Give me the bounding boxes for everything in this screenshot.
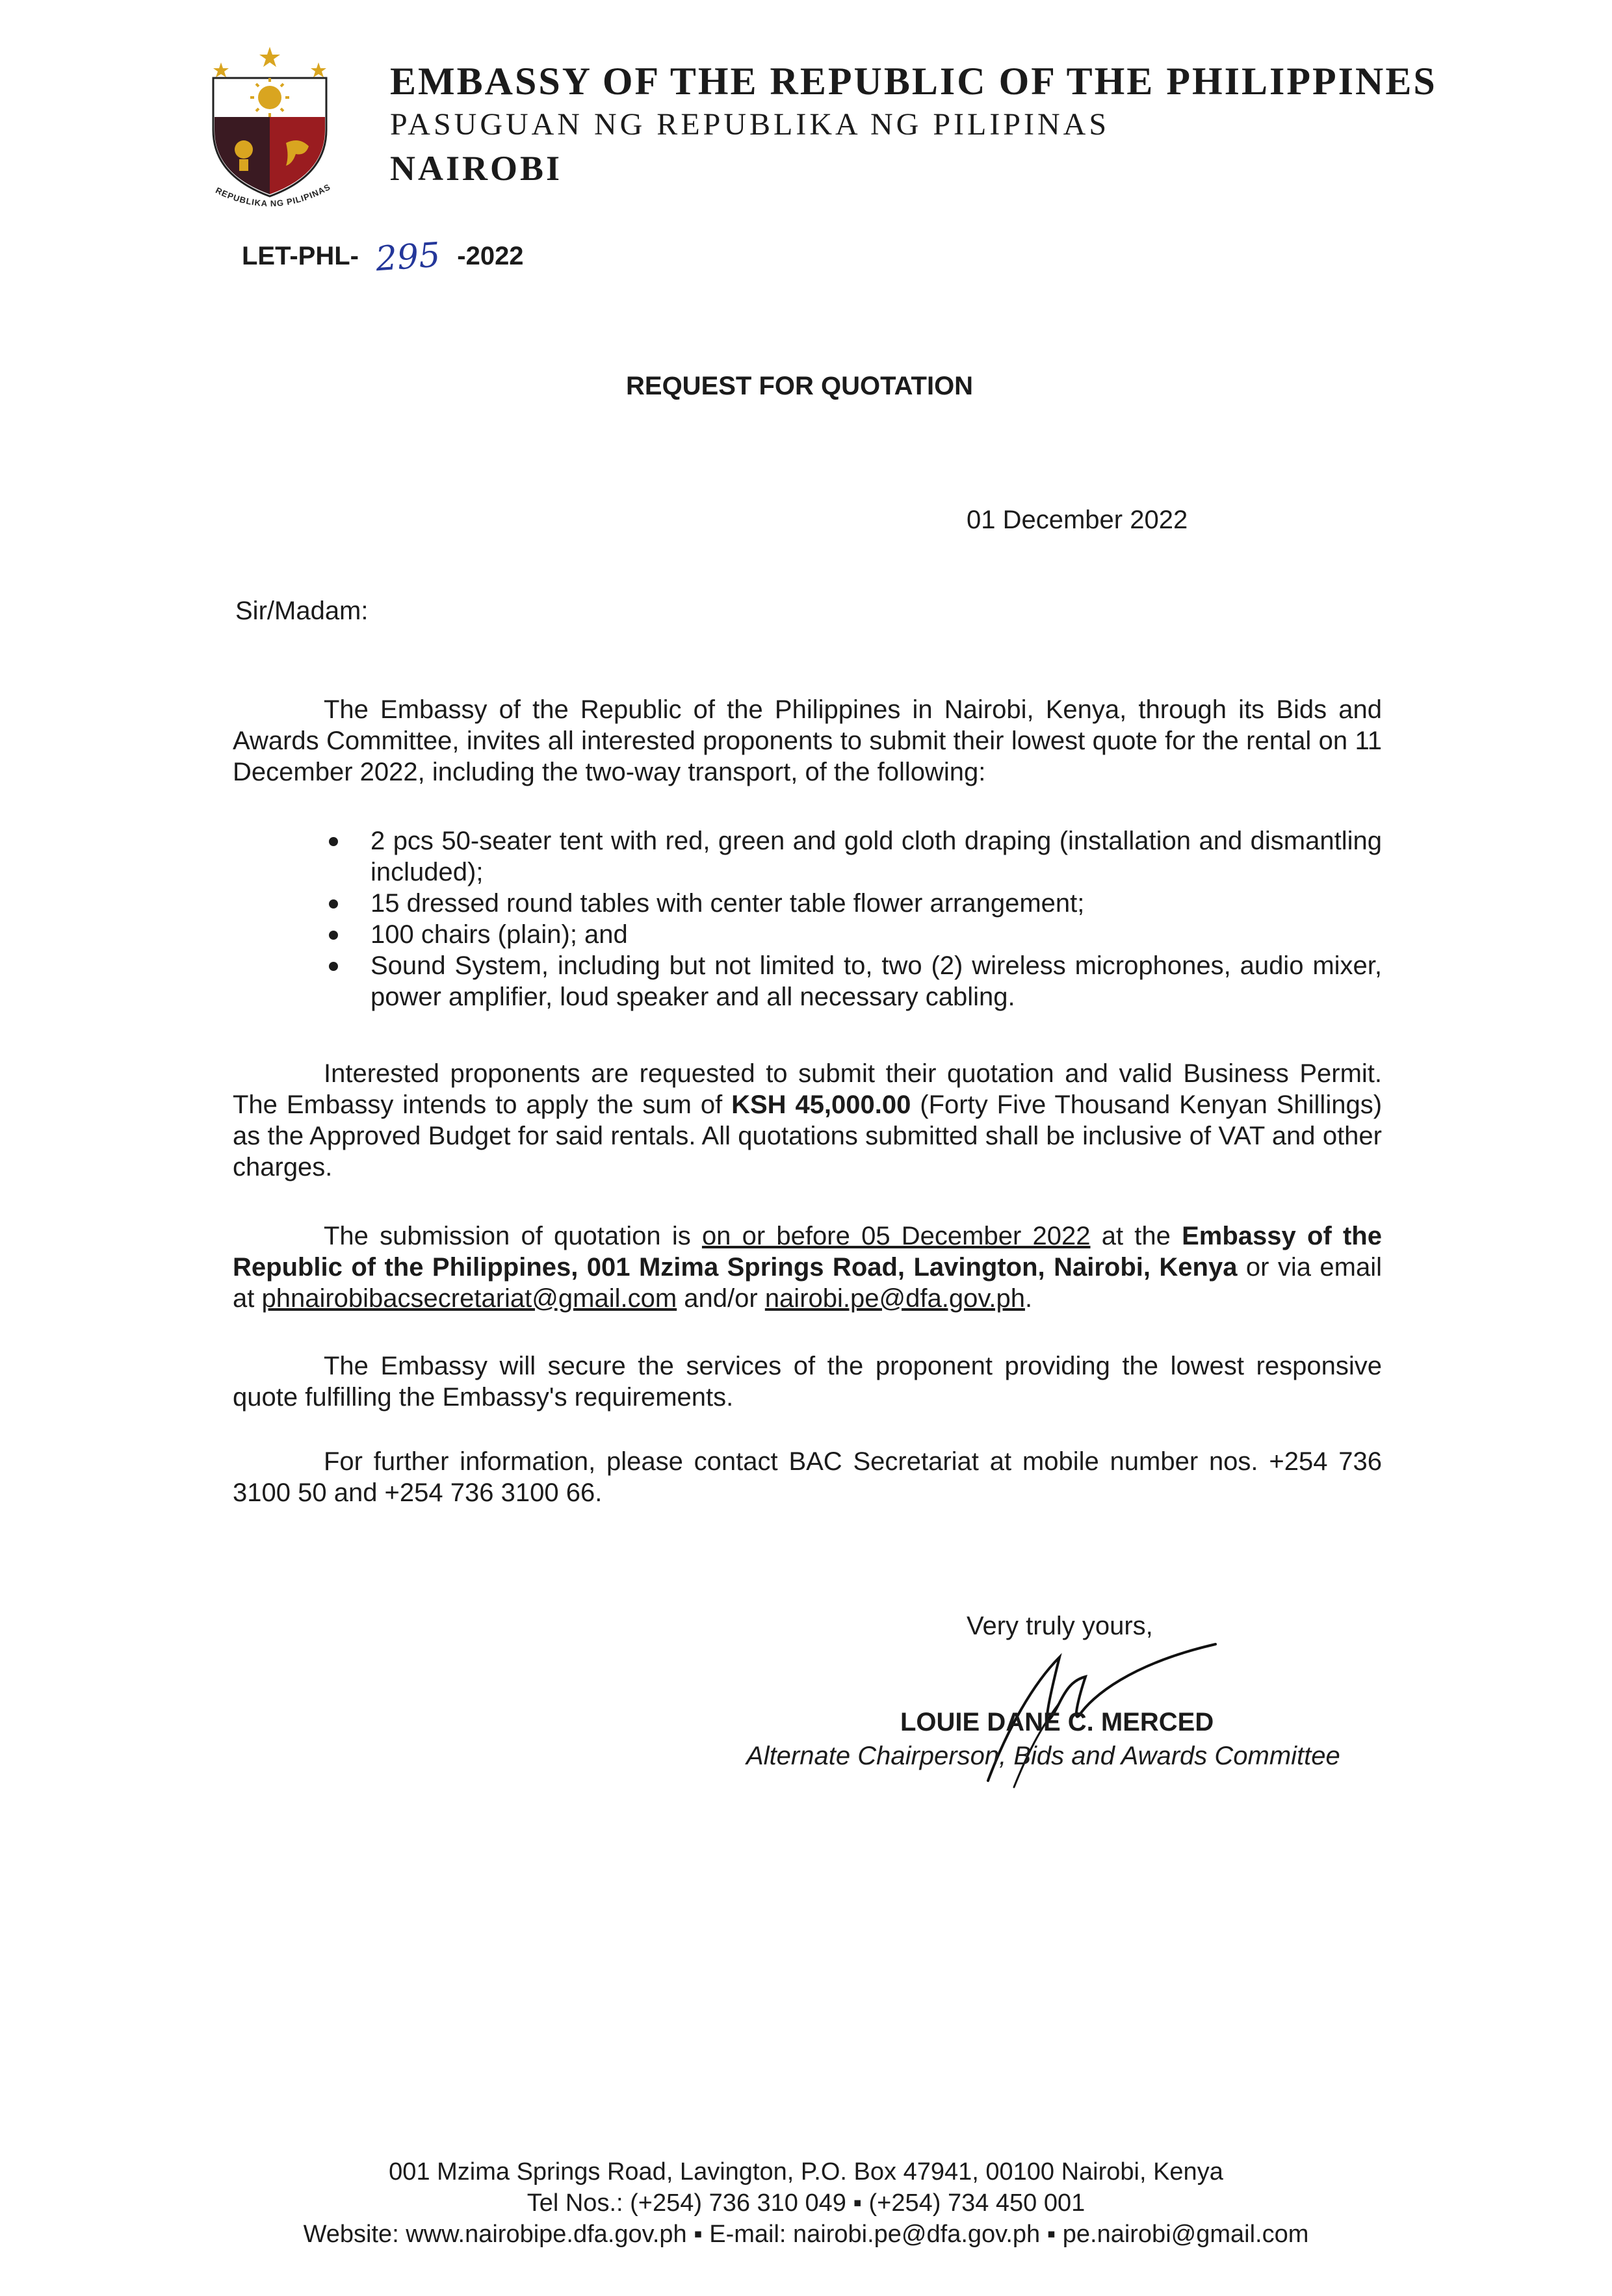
document-title: REQUEST FOR QUOTATION <box>626 372 974 400</box>
embassy-name: EMBASSY OF THE REPUBLIC OF THE PHILIPPINES <box>390 60 1437 103</box>
letter-date: 01 December 2022 <box>967 506 1188 534</box>
submission-deadline: on or before 05 December 2022 <box>701 1222 1091 1250</box>
budget-amount: KSH 45,000.00 <box>731 1090 911 1119</box>
submission-text-email: or via email at <box>233 1253 1382 1313</box>
list-item: 2 pcs 50-seater tent with red, green and gold cloth draping (installation and dismantling included); <box>325 825 1382 888</box>
paragraph-award: The Embassy will secure the services of the proponent providing the lowest responsive quote fulfilling the Embassy's requirements. <box>233 1352 1382 1412</box>
footer-telephone: Tel Nos.: (+254) 736 310 049 ▪ (+254) 734 450 001 <box>526 2189 1086 2217</box>
email-link-embassy[interactable]: nairobi.pe@dfa.gov.ph <box>764 1284 1025 1313</box>
letter-footer <box>0 2156 1612 2250</box>
list-item: Sound System, including but not limited to, two (2) wireless microphones, audio mixer, power amplifier, loud speaker and all necessary cabling. <box>325 950 1382 1013</box>
reference-handwritten-number: 295 <box>374 235 442 279</box>
submission-text-at: at the <box>1090 1222 1182 1250</box>
salutation: Sir/Madam: <box>235 597 369 625</box>
submission-text-andor: and/or <box>677 1284 765 1313</box>
submission-text-end: . <box>1024 1284 1033 1313</box>
embassy-city: NAIROBI <box>390 149 563 188</box>
embassy-name-filipino: PASUGUAN NG REPUBLIKA NG PILIPINAS <box>390 107 1110 142</box>
budget-text-rest: (Forty Five Thousand Kenyan Shillings) as the Approved Budget for said rentals. All quotations submitted shall be inclusive of VAT and other charges. <box>233 1090 1383 1181</box>
closing: Very truly yours, <box>967 1612 1153 1640</box>
submission-address: Embassy of the Republic of the Philippines, 001 Mzima Springs Road, Lavington, Nairobi, Kenya <box>233 1222 1382 1282</box>
paragraph-budget <box>233 1058 1382 1183</box>
seal-ribbon-text: REPUBLIKA NG PILIPINAS <box>214 181 333 208</box>
footer-address: 001 Mzima Springs Road, Lavington, P.O. Box 47941, 00100 Nairobi, Kenya <box>389 2158 1223 2186</box>
submission-text: The submission of quotation is <box>324 1222 702 1250</box>
reference-suffix: -2022 <box>457 242 524 270</box>
signer-name: LOUIE DANE C. MERCED <box>900 1708 1214 1736</box>
reference-number <box>242 234 524 279</box>
rental-items-list <box>325 825 1382 1013</box>
email-link-bac[interactable]: phnairobibacsecretariat@gmail.com <box>261 1284 677 1313</box>
letterhead <box>390 58 1437 191</box>
philippine-seal-icon <box>195 45 344 208</box>
list-item: 100 chairs (plain); and <box>325 919 1382 950</box>
paragraph-submission <box>233 1220 1382 1314</box>
reference-prefix: LET-PHL- <box>242 242 359 270</box>
paragraph-contact: For further information, please contact BAC Secretariat at mobile number nos. +254 736 3100 50 and +254 736 3100 66. <box>233 1447 1382 1507</box>
budget-text: Interested proponents are requested to submit their quotation and valid Business Permit. The Embassy intends to apply the sum of <box>233 1059 1382 1119</box>
signer-title: Alternate Chairperson, Bids and Awards Committee <box>746 1742 1340 1770</box>
footer-website-email: Website: www.nairobipe.dfa.gov.ph ▪ E-mail: nairobi.pe@dfa.gov.ph ▪ pe.nairobi@gmail.com <box>303 2221 1309 2248</box>
list-item: 15 dressed round tables with center table flower arrangement; <box>325 888 1382 919</box>
paragraph-intro: The Embassy of the Republic of the Philippines in Nairobi, Kenya, through its Bids and Awards Committee, invites all interested proponents to submit their lowest quote for the rental on 11 December 2022, including the two-way transport, of the following: <box>233 695 1382 786</box>
